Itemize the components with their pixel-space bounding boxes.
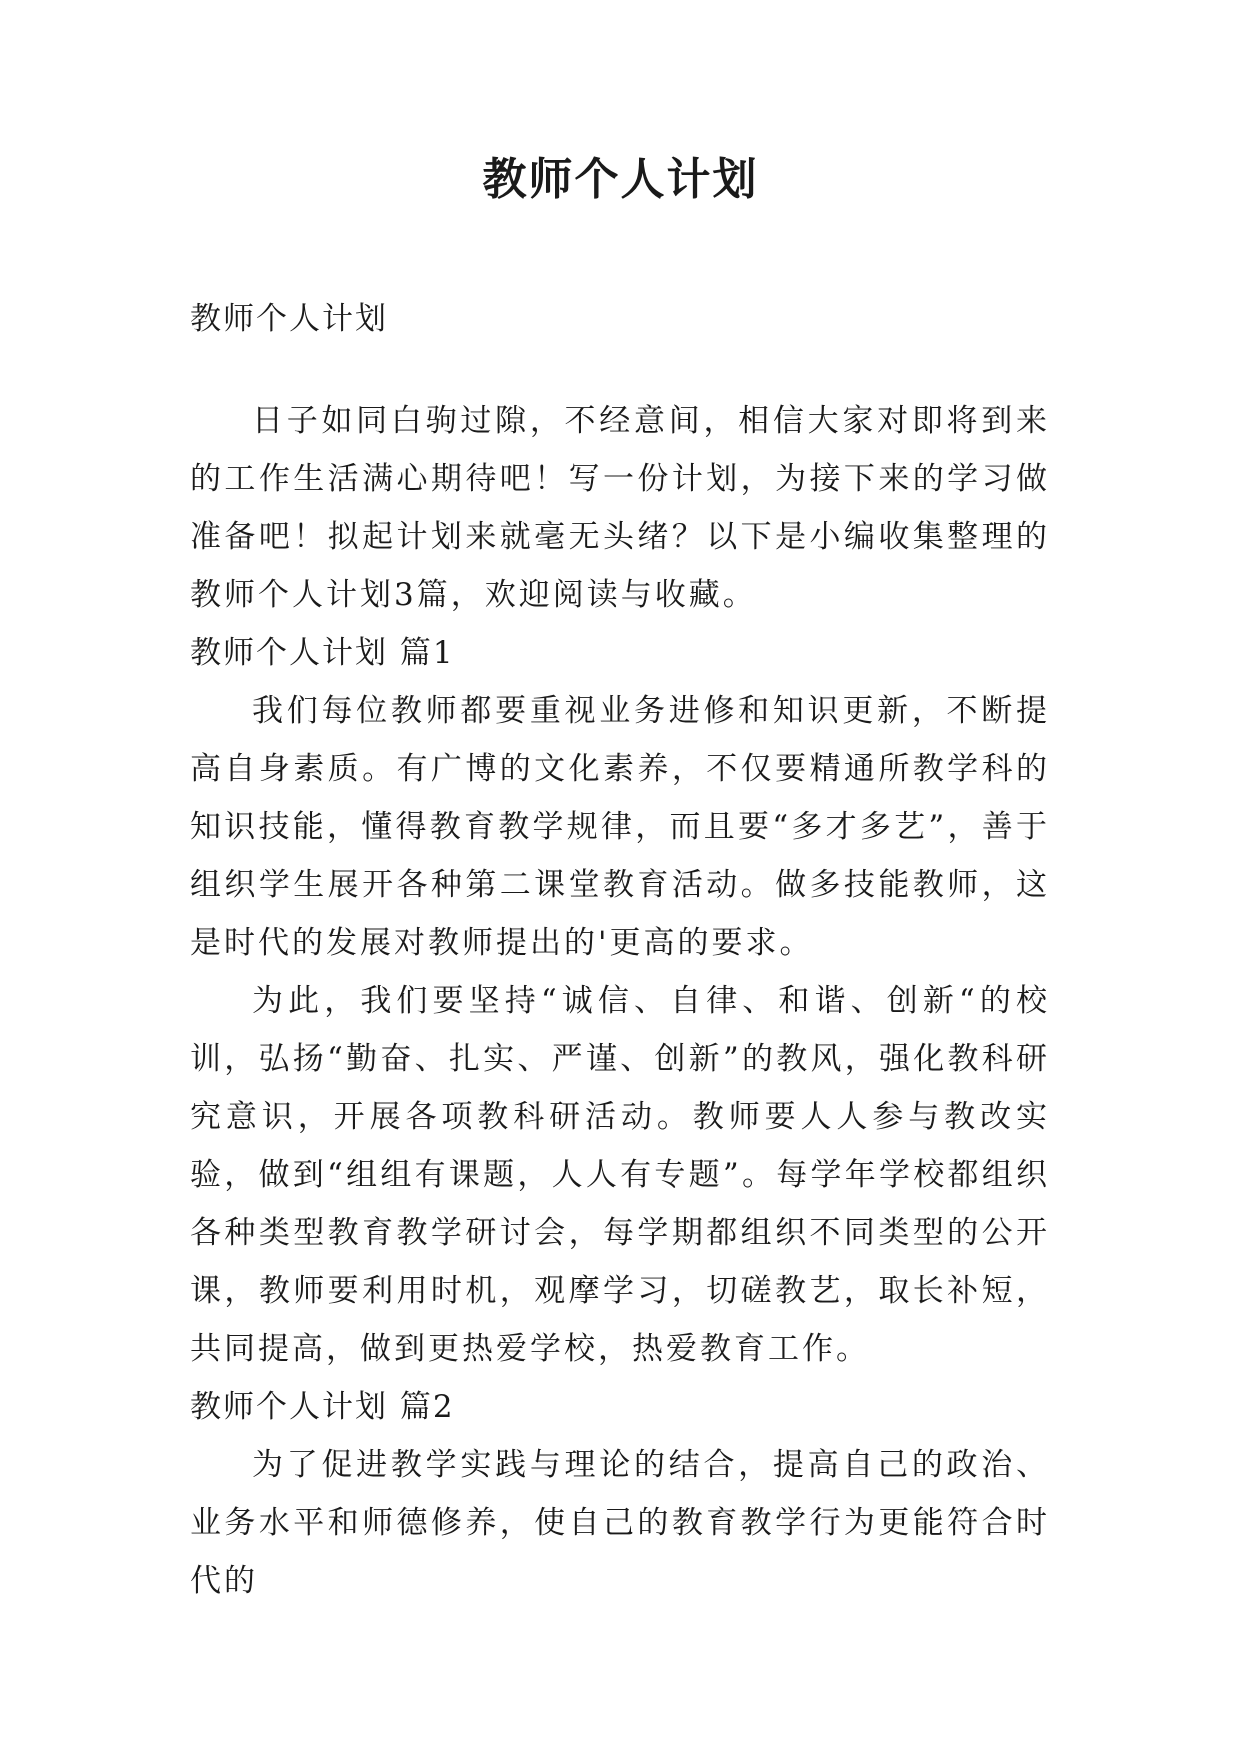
document-title: 教师个人计划 — [482, 154, 759, 205]
section-paragraph: 为此，我们要坚持“诚信、自律、和谐、创新“的校训，弘扬“勤奋、扎实、严谨、创新”的教风，强化教科研究意识，开展各项教科研活动。教师要人人参与教改实验，做到“组组有课题，人人有专题”。每学年学校都组织各种类型教育教学研讨会，每学期都组织不同类型的公开课，教师要利用时机，观摩学习，切磋教艺，取长补短，共同提高，做到更热爱学校，热爱教育工作。 — [190, 983, 1050, 1367]
section-paragraph: 我们每位教师都要重视业务进修和知识更新，不断提高自身素质。有广博的文化素养，不仅要精通所教学科的知识技能，懂得教育教学规律，而且要“多才多艺”，善于组织学生展开各种第二课堂教育活动。做多技能教师，这是时代的发展对教师提出的'更高的要求。 — [190, 693, 1050, 961]
document-body — [190, 290, 1050, 1610]
section-paragraph: 为了促进教学实践与理论的结合，提高自己的政治、业务水平和师德修养，使自己的教育教学行为更能符合时代的 — [190, 1447, 1050, 1599]
section-heading: 教师个人计划 篇1 — [190, 635, 455, 671]
document-subtitle: 教师个人计划 — [190, 301, 388, 337]
intro-paragraph: 日子如同白驹过隙，不经意间，相信大家对即将到来的工作生活满心期待吧！写一份计划，为接下来的学习做准备吧！拟起计划来就毫无头绪？以下是小编收集整理的教师个人计划3篇，欢迎阅读与收藏。 — [190, 403, 1050, 613]
section-heading: 教师个人计划 篇2 — [190, 1389, 455, 1425]
